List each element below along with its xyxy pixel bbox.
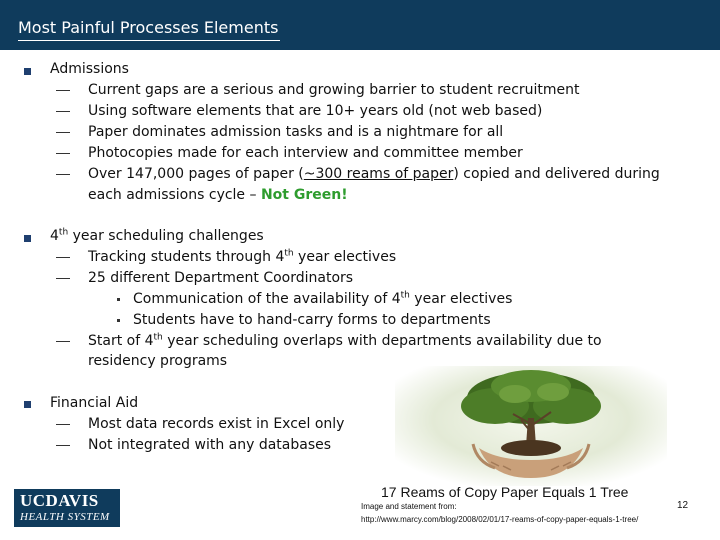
- bullet-square-icon: [24, 401, 31, 408]
- list-item: [88, 248, 396, 266]
- dash-icon: [56, 278, 70, 279]
- text-segment: year scheduling challenges: [68, 228, 264, 244]
- dash-icon: [56, 153, 70, 154]
- text-segment: year electives: [293, 249, 397, 265]
- text-segment: 4: [50, 228, 59, 244]
- list-item: Photocopies made for each interview and committee member: [88, 145, 523, 161]
- page-title: Most Painful Processes Elements: [18, 18, 279, 37]
- bullet-square-icon: [24, 68, 31, 75]
- dash-icon: [56, 132, 70, 133]
- list-item: Not integrated with any databases: [88, 437, 332, 453]
- caption-source-label: Image and statement from:: [361, 502, 457, 511]
- logo-wordmark: UCDAVIS: [20, 491, 99, 510]
- bullet-square-icon: [24, 235, 31, 242]
- text-segment: year scheduling overlaps with departments availability due to: [162, 333, 602, 349]
- reams-underlined: ~300 reams of paper: [303, 166, 454, 182]
- list-item-paper-count: [88, 165, 660, 183]
- section-heading-admissions: Admissions: [50, 61, 129, 77]
- list-item: Current gaps are a serious and growing barrier to student recruitment: [88, 82, 580, 98]
- text-segment: Tracking students through 4: [88, 249, 285, 265]
- dash-icon: [56, 111, 70, 112]
- list-item-continuation: residency programs: [88, 353, 228, 369]
- section-heading-scheduling: [50, 227, 264, 245]
- list-item: Most data records exist in Excel only: [88, 416, 345, 432]
- dash-icon: [56, 445, 70, 446]
- list-item: [88, 332, 602, 350]
- dash-icon: [56, 424, 70, 425]
- dash-icon: [56, 90, 70, 91]
- section-heading-financial-aid: Financial Aid: [50, 395, 139, 411]
- text-segment: Start of 4: [88, 333, 154, 349]
- caption-source-link: http://www.marcy.com/blog/2008/02/01/17-reams-of-copy-paper-equals-1-tree/: [361, 515, 639, 524]
- superscript: th: [284, 248, 294, 259]
- logo-subtitle: HEALTH SYSTEM: [20, 511, 110, 523]
- dash-icon: [56, 174, 70, 175]
- dash-icon: [56, 257, 70, 258]
- page-number: 12: [677, 500, 689, 511]
- text-segment: Over 147,000 pages of paper (: [88, 166, 304, 182]
- tree-in-hands-image: [395, 366, 667, 486]
- text-segment: ) copied and delivered during: [453, 166, 660, 182]
- superscript: th: [58, 227, 69, 238]
- text-segment: each admissions cycle –: [88, 187, 261, 203]
- superscript: th: [400, 290, 410, 301]
- sub-list-item: Students have to hand-carry forms to departments: [133, 312, 491, 328]
- dash-icon: [56, 341, 70, 342]
- text-segment: Communication of the availability of 4: [133, 291, 401, 307]
- text-segment: year electives: [409, 291, 513, 307]
- caption-title: 17 Reams of Copy Paper Equals 1 Tree: [381, 484, 629, 500]
- list-item: Using software elements that are 10+ years old (not web based): [88, 103, 543, 119]
- superscript: th: [153, 332, 163, 343]
- sub-bullet-icon: [117, 298, 120, 301]
- sub-bullet-icon: [117, 319, 120, 322]
- ucdavis-health-logo: [14, 489, 120, 527]
- list-item: Paper dominates admission tasks and is a nightmare for all: [88, 124, 504, 140]
- sub-list-item: [133, 290, 512, 308]
- list-item-continuation: [88, 186, 348, 204]
- list-item: 25 different Department Coordinators: [88, 270, 354, 286]
- not-green-highlight: Not Green!: [260, 187, 348, 203]
